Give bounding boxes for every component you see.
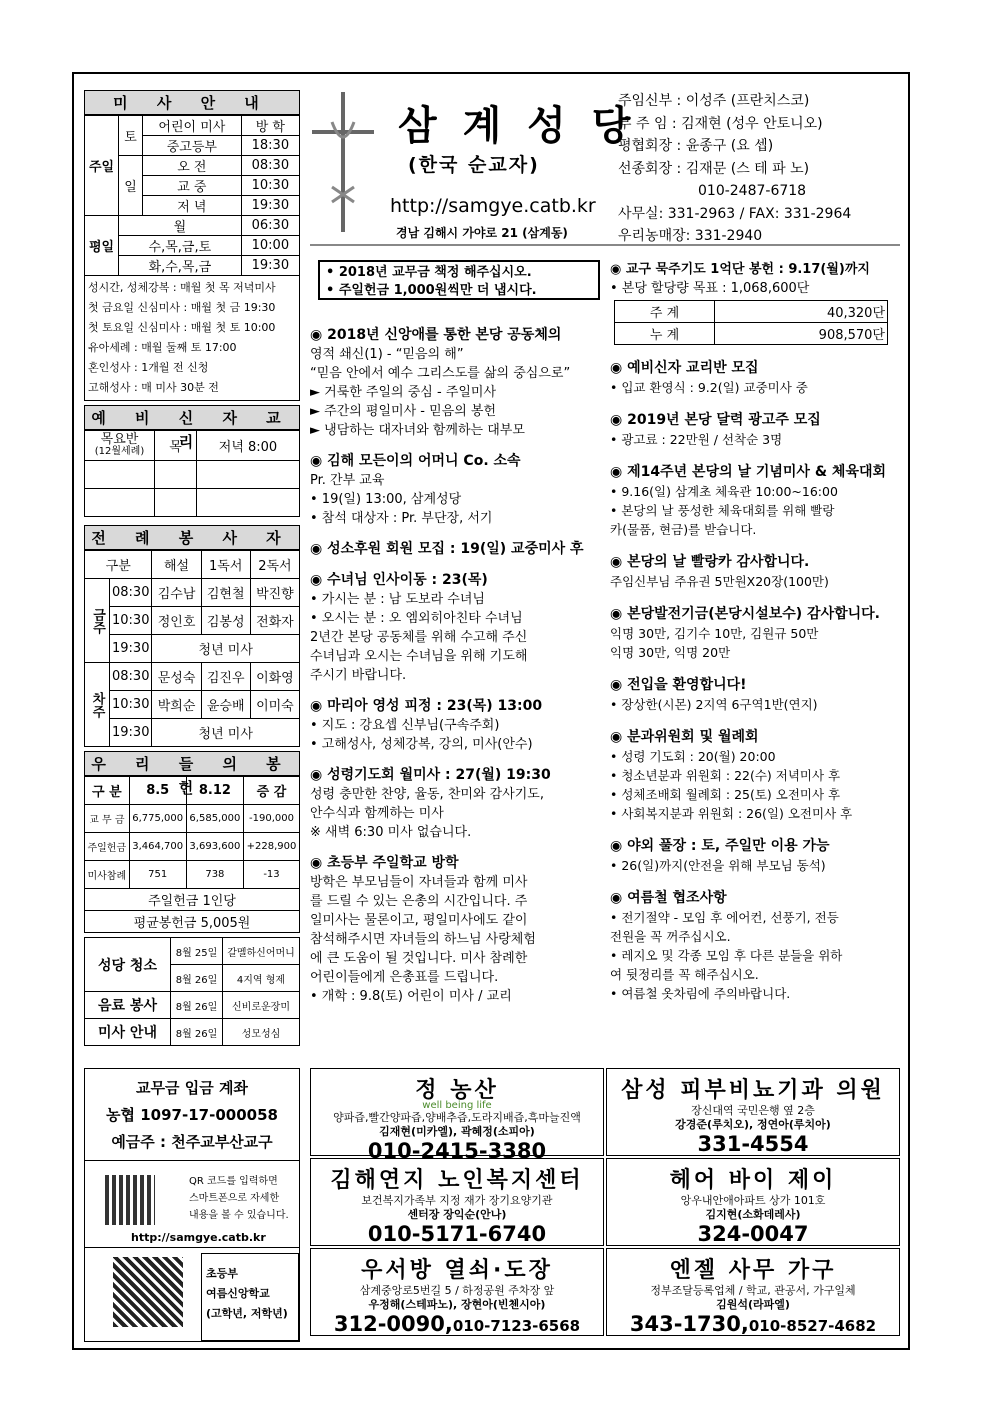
section-line: ※ 새벽 6:30 미사 없습니다. [310, 825, 472, 840]
td: -190,000 [243, 805, 299, 833]
right-section [610, 837, 900, 875]
account-number: 농협 1097-17-000058 [106, 1106, 278, 1124]
td: 4지역 형제 [223, 965, 300, 992]
section-line: 어린이들에게 은총표를 드립니다. [310, 970, 499, 985]
rosary-title: ◉ 교구 묵주기도 1억단 봉헌 : 9.17(월)까지 [610, 262, 870, 277]
td: 문성숙 [152, 663, 201, 691]
account-holder: 예금주 : 천주교부산교구 [111, 1133, 273, 1151]
mass-cell: 19:30 [241, 256, 299, 276]
mass-notes [84, 276, 300, 401]
section-line: • 고해성사, 성체강복, 강의, 미사(안수) [310, 737, 533, 752]
mass-cell: 06:30 [241, 216, 299, 236]
td: 박희순 [152, 691, 201, 719]
td: 40,320단 [715, 301, 888, 323]
td: 미사참례 [85, 861, 130, 889]
th: 8.12 [186, 777, 243, 805]
td: 교 무 금 [85, 805, 130, 833]
liturgy-table [84, 550, 300, 747]
section-line: • 참석 대상자 : Pr. 부단장, 서기 [310, 511, 493, 526]
avg-line: 평균봉헌금 5,005원 [85, 911, 300, 933]
section-line: • 본당의 날 풍성한 체육대회를 위해 빨랑 [610, 503, 835, 518]
right-section [610, 553, 900, 591]
td: 738 [186, 861, 243, 889]
td: 윤승배 [201, 691, 250, 719]
th: 2독서 [250, 551, 299, 579]
td: 주일헌금 [85, 833, 130, 861]
section-line: • 장상한(시몬) 2지역 6구역1반(연지) [610, 697, 818, 712]
right-column [610, 260, 900, 1003]
right-section [610, 605, 900, 662]
ad-name: 삼성 피부비뇨기과 의원 [621, 1078, 885, 1103]
qr-text: 내용을 볼 수 있습니다. [189, 1210, 289, 1221]
ad-phone-main: 312-0090, [333, 1312, 453, 1336]
ad-owner: 김원석(라파엘) [716, 1298, 790, 1311]
ad-slogan: well being life [422, 1100, 492, 1111]
mass-title: 미 사 안 내 [84, 90, 300, 115]
mass-cell: 방 학 [241, 116, 299, 136]
ad-name: 김해연지 노인복지센터 [330, 1168, 584, 1193]
td: 신비로운장미 [223, 992, 300, 1019]
td: 김진우 [201, 663, 250, 691]
ad-owner: 우정해(스테파노), 장현아(빈첸시아) [368, 1298, 546, 1311]
td: 이미숙 [250, 691, 299, 719]
ad-desc: 삼계중앙로5번길 5 / 하정공원 주차장 앞 [359, 1284, 555, 1297]
section-title: ◉ 성령기도회 월미사 : 27(월) 19:30 [310, 767, 551, 783]
notice-box [318, 260, 600, 300]
mass-cell: 08:30 [241, 156, 299, 176]
mass-cell: 수,목,금,토 [119, 236, 242, 256]
right-section [610, 411, 900, 449]
side-text: (고학년, 저학년) [206, 1307, 288, 1320]
ad-phone [607, 1132, 899, 1156]
staff-line: 우리농매장: 331-2940 [618, 228, 763, 244]
mass-cell: 중고등부 [143, 136, 242, 156]
td: 주 계 [615, 301, 715, 323]
section-line: 여 뒷정리를 꼭 해주십시오. [610, 967, 759, 982]
account-title: 교무금 입금 계좌 [136, 1079, 248, 1097]
mass-cell: 어린이 미사 [143, 116, 242, 136]
ad-phone-mobile: 010-8527-4682 [748, 1317, 877, 1335]
mid-section [310, 854, 600, 1006]
td: +228,900 [243, 833, 299, 861]
ad-phone [607, 1222, 899, 1246]
right-items [610, 359, 900, 1003]
section-line: Pr. 간부 교육 [310, 473, 385, 488]
th: 해설 [152, 551, 201, 579]
ad-phone-main: 010-5171-6740 [367, 1222, 547, 1246]
section-line: • 성령 기도회 : 20(월) 20:00 [610, 749, 776, 764]
td: 김봉성 [201, 607, 250, 635]
td: 김현철 [201, 579, 250, 607]
note: 첫 금요일 신심미사 : 매월 첫 금 19:30 [88, 301, 276, 314]
note: 유아세례 : 매월 둘째 토 17:00 [88, 341, 237, 354]
section-title: ◉ 본당발전기금(본당시설보수) 감사합니다. [610, 606, 880, 622]
section-title: ◉ 마리아 영성 피정 : 23(목) 13:00 [310, 698, 543, 714]
account-box [84, 1068, 300, 1342]
th: 구 분 [85, 777, 130, 805]
section-line: 방학은 부모님들이 자녀들과 함께 미사 [310, 875, 528, 890]
duty-key: 성당 청소 [85, 938, 171, 992]
staff-line: 평협회장 : 윤종구 (요 셉) [618, 138, 774, 154]
class-name: 목요반 [100, 431, 139, 447]
section-title: ◉ 2018년 신앙애를 통한 본당 공동체의 [310, 327, 562, 343]
td: 19:30 [110, 635, 152, 663]
section-title: ◉ 전입을 환영합니다! [610, 677, 747, 693]
td: 751 [129, 861, 186, 889]
mass-cell: 오 전 [143, 156, 242, 176]
section-line: • 입교 환영식 : 9.2(일) 교중미사 중 [610, 380, 808, 395]
qr-text: 스마트폰으로 자세한 [189, 1193, 280, 1204]
sunday-label: 주일 [85, 116, 119, 216]
rosary-goal: • 본당 할당량 목표 : 1,068,600단 [610, 281, 810, 296]
right-section [610, 359, 900, 397]
section-title: ◉ 여름철 협조사항 [610, 890, 727, 906]
mass-cell: 교 중 [143, 176, 242, 196]
note: 성시간, 성체강복 : 매월 첫 목 저녁미사 [88, 281, 276, 294]
td: 청년 미사 [152, 719, 300, 747]
section-line: ► 주간의 평일미사 - 믿음의 봉헌 [310, 404, 497, 419]
section-title: ◉ 초등부 주일학교 방학 [310, 855, 459, 871]
section-line: • 오시는 분 : 오 엠외히아친타 수녀님 [310, 611, 523, 626]
right-section [610, 676, 900, 714]
section-line: 주시기 바랍니다. [310, 668, 407, 683]
ad-phone-main: 331-4554 [697, 1132, 809, 1156]
section-line: • 사회복지분과 위원회 : 26(일) 오전미사 후 [610, 806, 853, 821]
section-line: • 레지오 및 각종 모임 후 다른 분들을 위하 [610, 948, 843, 963]
ad-owner: 센터장 장익순(안나) [407, 1208, 507, 1221]
duty-key: 음료 봉사 [85, 992, 171, 1019]
note: 혼인성사 : 1개월 전 신청 [88, 361, 209, 374]
mass-cell: 저 녁 [143, 196, 242, 216]
class-note: (12월세례) [94, 445, 145, 457]
ad-phone-main: 010-2415-3380 [367, 1139, 547, 1163]
rosary-table [614, 300, 888, 345]
section-line: 주임신부님 주유권 5만원X20장(100만) [610, 574, 829, 589]
ad-desc: 보건복지가족부 지정 재가 장기요양기관 [361, 1194, 553, 1207]
section-title: ◉ 예비신자 교리반 모집 [610, 360, 759, 376]
liturgy-title: 전 례 봉 사 자 [84, 525, 300, 550]
td: 6,775,000 [129, 805, 186, 833]
mass-cell: 10:00 [241, 236, 299, 256]
ad-phone-mobile: 010-7123-6568 [452, 1317, 581, 1335]
notice-line: • 2018년 교무금 책정 해주십시오. [326, 265, 532, 280]
section-line: 일미사는 물론이고, 평일미사에도 같이 [310, 913, 528, 928]
mass-cell: 월 [119, 216, 242, 236]
side-text: 초등부 [206, 1267, 238, 1280]
section-line: “믿음 안에서 예수 그리스도를 삶의 중심으로” [310, 366, 571, 381]
avg-line: 주일헌금 1인당 [85, 889, 300, 911]
class-day: 목 [155, 431, 197, 461]
td: 08:30 [110, 663, 152, 691]
section-line: 참석해주시면 자녀들의 하느님 사랑체험 [310, 932, 536, 947]
mid-section [310, 766, 600, 842]
section-line: ► 거룩한 주일의 중심 - 주일미사 [310, 385, 497, 400]
section-line: 영적 쇄신(1) - “믿음의 해” [310, 347, 464, 362]
section-line: • 전기절약 - 모임 후 에어컨, 선풍기, 전등 [610, 910, 839, 925]
th: 구분 [85, 551, 152, 579]
ad-owner: 김재현(미카엘), 곽혜정(소피아) [379, 1125, 535, 1138]
section-line: • 개학 : 9.8(토) 어린이 미사 / 교리 [310, 989, 512, 1004]
td: 이화영 [250, 663, 299, 691]
right-section [610, 463, 900, 539]
offering-title: 우 리 들 의 봉 헌 [84, 751, 300, 776]
mass-cell: 화,수,목,금 [119, 256, 242, 276]
td: 908,570단 [715, 323, 888, 345]
td: 8월 26일 [171, 1019, 223, 1046]
staff-line: 선종회장 : 김재문 (스 테 파 노) [618, 160, 810, 177]
ad-phone [607, 1312, 899, 1336]
website-link[interactable]: http://samgye.catb.kr [390, 195, 596, 217]
ad-desc: 장신대역 국민은행 옆 2층 [691, 1104, 815, 1117]
ad-phone [311, 1222, 603, 1246]
section-line: 에 큰 도움이 될 것입니다. 미사 참례한 [310, 951, 528, 966]
week-label: 금주 [85, 579, 110, 663]
td: 8월 25일 [171, 938, 223, 965]
ad-box [606, 1068, 900, 1156]
section-line: 성령 충만한 찬양, 율동, 찬미와 감사기도, [310, 787, 544, 802]
staff-line: 주임신부 : 이성주 (프란치스코) [618, 93, 810, 109]
section-line: 를 드릴 수 있는 은총의 시간입니다. 주 [310, 894, 528, 909]
td: 김수남 [152, 579, 201, 607]
sat-label: 토 [119, 116, 143, 156]
ad-phone [311, 1312, 603, 1336]
section-line: ► 냉담하는 대자녀와 함께하는 대부모 [310, 423, 525, 438]
duty-table [84, 937, 300, 1046]
ad-name: 정 농산 [415, 1078, 499, 1103]
section-line: 익명 30만, 김기수 10만, 김원규 50만 [610, 626, 819, 641]
td: 누 계 [615, 323, 715, 345]
staff-list [618, 90, 851, 248]
mid-section [310, 326, 600, 440]
mid-section [310, 540, 600, 559]
address: 경남 김해시 가야로 21 (삼계동) [396, 226, 568, 240]
td: 8월 26일 [171, 965, 223, 992]
ad-owner: 강경준(루치오), 정연아(루치아) [675, 1118, 831, 1131]
section-title: ◉ 김해 모든이의 어머니 Co. 소속 [310, 453, 521, 469]
mass-schedule [84, 90, 300, 1046]
ad-box [310, 1248, 604, 1336]
qr-code-icon [105, 1175, 155, 1225]
ad-box [310, 1068, 604, 1163]
staff-line: 010-2487-6718 [698, 183, 807, 199]
note: 고해성사 : 매 미사 30분 전 [88, 381, 219, 394]
td: 3,693,600 [186, 833, 243, 861]
td: 10:30 [110, 691, 152, 719]
week-label: 차주 [85, 663, 110, 747]
staff-line: 사무실: 331-2963 / FAX: 331-2964 [618, 205, 852, 222]
ad-desc: 앙우내안애아파트 상가 101호 [680, 1194, 826, 1207]
td: 6,585,000 [186, 805, 243, 833]
td: 3,464,700 [129, 833, 186, 861]
note: 첫 토요일 신심미사 : 매월 첫 토 10:00 [88, 321, 276, 334]
ad-phone-main: 343-1730, [629, 1312, 749, 1336]
th: 증 감 [243, 777, 299, 805]
qr-url-link[interactable]: http://samgye.catb.kr [131, 1231, 266, 1244]
cross-icon [310, 92, 376, 242]
td: -13 [243, 861, 299, 889]
td: 전화자 [250, 607, 299, 635]
td: 청년 미사 [152, 635, 300, 663]
qr-text: QR 코드를 입력하면 [189, 1176, 278, 1187]
notice-line: • 주일헌금 1,000원씩만 더 냅시다. [326, 283, 537, 298]
qr-code-icon [113, 1257, 183, 1327]
summer-school-box [201, 1253, 299, 1341]
catechumen-title: 예 비 신 자 교 리 [84, 405, 300, 430]
td: 8월 26일 [171, 992, 223, 1019]
mass-cell: 18:30 [241, 136, 299, 156]
section-line: • 청소년분과 위원회 : 22(수) 저녁미사 후 [610, 768, 841, 783]
section-title: ◉ 제14주년 본당의 날 기념미사 & 체육대회 [610, 464, 887, 480]
ad-box [606, 1158, 900, 1246]
mass-cell: 19:30 [241, 196, 299, 216]
section-line: 안수식과 함께하는 미사 [310, 806, 444, 821]
th: 8.5 [129, 777, 186, 805]
weekday-label: 평일 [85, 216, 119, 276]
ad-phone-main: 324-0047 [697, 1222, 809, 1246]
mid-section [310, 697, 600, 754]
duty-key: 미사 안내 [85, 1019, 171, 1046]
mass-cell: 10:30 [241, 176, 299, 196]
td: 10:30 [110, 607, 152, 635]
section-line: • 19(일) 13:00, 삼계성당 [310, 492, 462, 507]
parish-subtitle: (한국 순교자) [408, 154, 540, 176]
section-line: • 가시는 분 : 남 도보라 수녀님 [310, 592, 485, 607]
section-line: • 지도 : 강요셉 신부님(구속주회) [310, 718, 500, 733]
ad-box [606, 1248, 900, 1336]
right-section [610, 889, 900, 1003]
section-line: • 여름철 옷차림에 주의바랍니다. [610, 986, 791, 1001]
ad-name: 엔젤 사무 가구 [669, 1258, 837, 1283]
mid-section [310, 452, 600, 528]
sun-label: 일 [119, 156, 143, 216]
side-text: 여름신앙학교 [206, 1287, 270, 1300]
ad-owner: 김지현(소화데레사) [705, 1208, 801, 1221]
mid-section [310, 571, 600, 685]
class-time: 저녁 8:00 [197, 431, 300, 461]
section-line: • 성체조배회 월례회 : 25(토) 오전미사 후 [610, 787, 841, 802]
section-title: ◉ 수녀님 인사이동 : 23(목) [310, 572, 488, 588]
section-title: ◉ 야외 풀장 : 토, 주일만 이용 가능 [610, 838, 830, 854]
section-title: ◉ 본당의 날 빨랑카 감사합니다. [610, 554, 810, 570]
ad-box [310, 1158, 604, 1246]
mass-table [84, 115, 300, 276]
section-line: 카(물품, 현금)를 받습니다. [610, 522, 757, 537]
section-line: 수녀님과 오시는 수녀님을 위해 기도해 [310, 649, 528, 664]
td: 19:30 [110, 719, 152, 747]
ad-name: 우서방 열쇠·도장 [361, 1258, 553, 1283]
section-line: 전원을 꼭 꺼주십시오. [610, 929, 731, 944]
parish-name: 삼 계 성 당 [398, 103, 637, 149]
ad-desc: 정부조달등록업체 / 학교, 관공서, 가구일체 [650, 1284, 856, 1297]
td: 박진향 [250, 579, 299, 607]
section-line: • 9.16(일) 삼계초 체육관 10:00~16:00 [610, 484, 838, 499]
right-section [610, 728, 900, 823]
th: 1독서 [201, 551, 250, 579]
bulletin-page [72, 72, 910, 1350]
section-title: ◉ 2019년 본당 달력 광고주 모집 [610, 412, 821, 428]
td: 갈멜하신어머니 [223, 938, 300, 965]
section-line: 2년간 본당 공동체를 위해 수고해 주신 [310, 630, 528, 645]
section-line: • 26(일)까지(안전을 위해 부모님 동석) [610, 858, 826, 873]
section-line: • 광고료 : 22만원 / 선착순 3명 [610, 432, 783, 447]
ad-name: 헤어 바이 제이 [669, 1168, 837, 1193]
staff-line: 부 주 임 : 김재현 (성우 안토니오) [618, 115, 823, 132]
section-title: ◉ 분과위원회 및 월례회 [610, 729, 759, 745]
td: 08:30 [110, 579, 152, 607]
section-title: ◉ 성소후원 회원 모집 : 19(일) 교중미사 후 [310, 541, 584, 557]
td: 정인호 [152, 607, 201, 635]
section-line: 익명 30만, 익명 20만 [610, 645, 731, 660]
middle-column [310, 326, 600, 1006]
ad-desc: 양파즙,빨간양파즙,양배추즙,도라지배즙,흑마늘진액 [333, 1111, 581, 1124]
td: 성모성심 [223, 1019, 300, 1046]
